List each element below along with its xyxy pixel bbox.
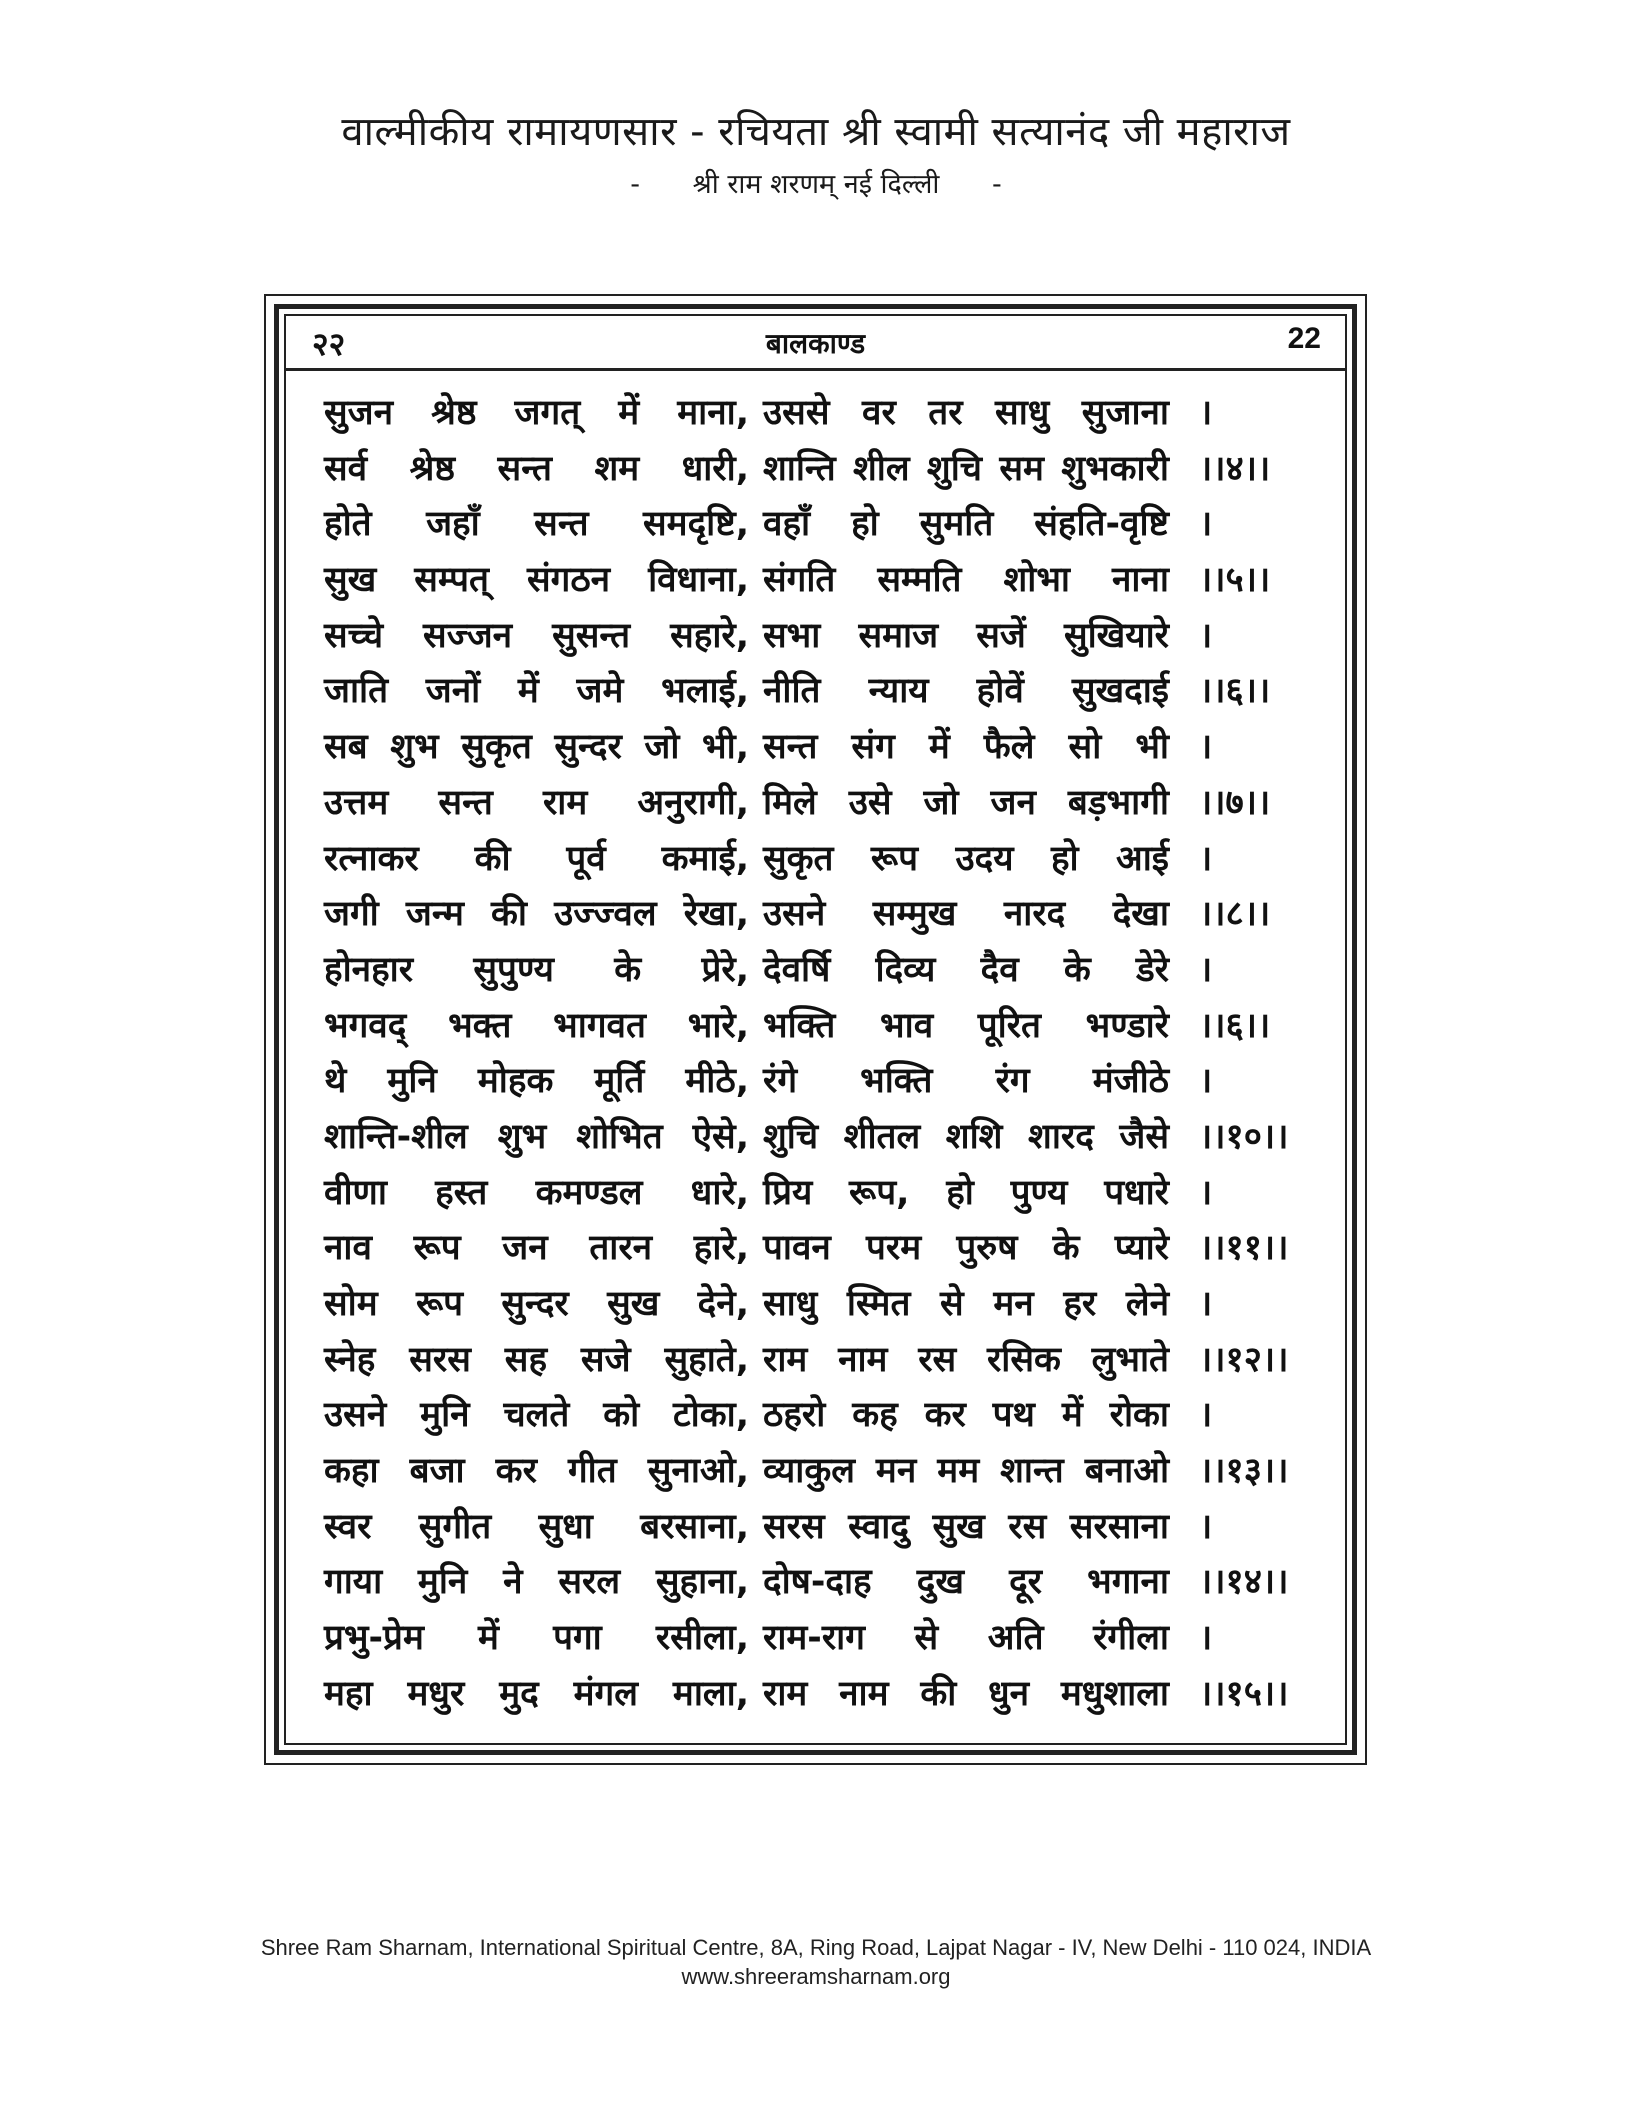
page-frame-border <box>274 304 1357 1755</box>
verse-right-half: उसने सम्मुख नारद देखा <box>763 894 1169 935</box>
verse-line <box>286 1110 1345 1166</box>
verse-line <box>286 1221 1345 1277</box>
verse-right-half: व्याकुल मन मम शान्त बनाओ <box>763 1451 1169 1492</box>
verse-line <box>286 1166 1345 1222</box>
verse-left-half: जाति जनों में जमे भलाई, <box>324 671 749 712</box>
verse-left-half: स्वर सुगीत सुधा बरसाना, <box>324 1506 749 1547</box>
verse-left-half: वीणा हस्त कमण्डल धारे, <box>324 1172 749 1213</box>
verse-right-half: सुकृत रूप उदय हो आई <box>763 838 1169 879</box>
verse-left-half: सर्व श्रेष्ठ सन्त शम धारी, <box>324 448 749 489</box>
verse-line <box>286 386 1345 442</box>
verse-number: । <box>1199 1284 1213 1324</box>
verse-right-half: भक्ति भाव पूरित भण्डारे <box>763 1005 1169 1046</box>
verse-left-half: सोम रूप सुन्दर सुख देने, <box>324 1284 749 1324</box>
verse-number: । <box>1199 1395 1213 1436</box>
verse-number: ।।११।। <box>1199 1228 1289 1269</box>
verse-number: ।।१४।। <box>1199 1562 1289 1603</box>
verse-left-half: गाया मुनि ने सरल सुहाना, <box>324 1562 749 1603</box>
verse-list <box>286 386 1345 1723</box>
verse-right-half: मिले उसे जो जन बड़भागी <box>763 782 1169 823</box>
verse-line <box>286 1388 1345 1444</box>
verse-line <box>286 1611 1345 1667</box>
verse-number: ।।६।। <box>1199 671 1271 712</box>
verse-left-half: थे मुनि मोहक मूर्ति मीठे, <box>324 1061 749 1102</box>
verse-right-half: वहाँ हो सुमति संहति-वृष्टि <box>763 504 1169 545</box>
verse-right-half: सरस स्वादु सुख रस सरसाना <box>763 1506 1169 1547</box>
subtitle-text: श्री राम शरणम् नई दिल्ली <box>692 169 940 200</box>
verse-left-half: स्नेह सरस सह सजे सुहाते, <box>324 1339 749 1380</box>
verse-right-half: राम नाम की धुन मधुशाला <box>763 1673 1169 1714</box>
verse-line <box>286 999 1345 1055</box>
verse-right-half: दोष-दाह दुख दूर भगाना <box>763 1562 1169 1603</box>
verse-left-half: जगी जन्म की उज्ज्वल रेखा, <box>324 894 749 935</box>
verse-number: । <box>1199 727 1213 768</box>
page-content-box <box>284 314 1347 1745</box>
subtitle-dash-right: - <box>991 169 1002 200</box>
verse-left-half: सब शुभ सुकृत सुन्दर जो भी, <box>324 727 749 768</box>
verse-line <box>286 1667 1345 1723</box>
verse-number: । <box>1199 949 1213 990</box>
verse-line <box>286 442 1345 498</box>
verse-number: ।।१५।। <box>1199 1673 1289 1714</box>
verse-number: ।।८।। <box>1199 894 1271 935</box>
verse-line <box>286 497 1345 553</box>
verse-number: ।।७।। <box>1199 782 1271 823</box>
verse-line <box>286 609 1345 665</box>
subtitle-dash-left: - <box>630 169 641 200</box>
verse-right-half: प्रिय रूप, हो पुण्य पधारे <box>763 1172 1169 1213</box>
verse-line <box>286 720 1345 776</box>
verse-line <box>286 1444 1345 1500</box>
verse-number: ।।१३।। <box>1199 1451 1289 1492</box>
verse-line <box>286 1333 1345 1389</box>
verse-right-half: उससे वर तर साधु सुजाना <box>763 393 1169 433</box>
page-header-bar <box>286 316 1345 371</box>
verse-number: ।।५।। <box>1199 560 1271 601</box>
verse-left-half: उसने मुनि चलते को टोका, <box>324 1395 749 1436</box>
footer-address: Shree Ram Sharnam, International Spiritual Centre, 8A, Ring Road, Lajpat Nagar - IV, New Delhi - 110 024, INDIA <box>260 1935 1372 1960</box>
verse-right-half: रंगे भक्ति रंग मंजीठे <box>763 1061 1169 1102</box>
verse-number: ।।६।। <box>1199 1005 1271 1046</box>
verse-left-half: कहा बजा कर गीत सुनाओ, <box>324 1451 749 1492</box>
verse-number: । <box>1199 504 1213 545</box>
verse-number: । <box>1199 1506 1213 1547</box>
verse-left-half: शान्ति-शील शुभ शोभित ऐसे, <box>324 1116 749 1157</box>
verse-left-half: नाव रूप जन तारन हारे, <box>324 1228 749 1269</box>
verse-left-half: होनहार सुपुण्य के प्रेरे, <box>324 949 749 990</box>
verse-line <box>286 776 1345 832</box>
verse-left-half: होते जहाँ सन्त समदृष्टि, <box>324 504 749 545</box>
verse-right-half: राम नाम रस रसिक लुभाते <box>763 1339 1169 1380</box>
verse-left-half: प्रभु-प्रेम में पगा रसीला, <box>324 1618 749 1659</box>
verse-right-half: देवर्षि दिव्य दैव के डेरे <box>763 949 1169 990</box>
verse-line <box>286 832 1345 888</box>
verse-left-half: महा मधुर मुद मंगल माला, <box>324 1673 749 1714</box>
verse-line <box>286 1054 1345 1110</box>
verse-left-half: सुजन श्रेष्ठ जगत् में माना, <box>324 393 749 433</box>
verse-right-half: ठहरो कह कर पथ में रोका <box>763 1395 1169 1436</box>
verse-number: ।।४।। <box>1199 448 1271 489</box>
verse-line <box>286 887 1345 943</box>
verse-right-half: राम-राग से अति रंगीला <box>763 1618 1169 1659</box>
document-subtitle <box>0 164 1632 201</box>
verse-number: । <box>1199 1618 1213 1659</box>
verse-right-half: नीति न्याय होवें सुखदाई <box>763 671 1169 712</box>
verse-number: ।।१०।। <box>1199 1116 1289 1157</box>
verse-line <box>286 1277 1345 1333</box>
verse-right-half: साधु स्मित से मन हर लेने <box>763 1284 1169 1324</box>
verse-left-half: रत्नाकर की पूर्व कमाई, <box>324 838 749 879</box>
document-title: वाल्मीकीय रामायणसार - रचियता श्री स्वामी सत्यानंद जी महाराज <box>341 109 1291 155</box>
verse-number: । <box>1199 838 1213 879</box>
verse-number: । <box>1199 615 1213 656</box>
verse-left-half: उत्तम सन्त राम अनुरागी, <box>324 782 749 823</box>
verse-right-half: सभा समाज सजें सुखियारे <box>763 615 1169 656</box>
verse-line <box>286 1500 1345 1556</box>
verse-number: । <box>1199 1172 1213 1213</box>
verse-line <box>286 664 1345 720</box>
page-number-latin: 22 <box>1287 322 1321 355</box>
verse-line <box>286 943 1345 999</box>
verse-right-half: शुचि शीतल शशि शारद जैसे <box>763 1116 1169 1157</box>
verse-left-half: भगवद् भक्त भागवत भारे, <box>324 1005 749 1046</box>
verse-number: ।।१२।। <box>1199 1339 1289 1380</box>
page-frame <box>264 294 1367 1765</box>
section-title: बालकाण्ड <box>765 327 866 360</box>
verse-right-half: सन्त संग में फैले सो भी <box>763 727 1169 768</box>
verse-line <box>286 553 1345 609</box>
verse-right-half: पावन परम पुरुष के प्यारे <box>763 1228 1169 1269</box>
verse-right-half: संगति सम्मति शोभा नाना <box>763 560 1169 601</box>
verse-left-half: सुख सम्पत् संगठन विधाना, <box>324 560 749 601</box>
verse-right-half: शान्ति शील शुचि सम शुभकारी <box>763 448 1169 489</box>
verse-line <box>286 1555 1345 1611</box>
page-number-devanagari: २२ <box>312 325 346 363</box>
verse-number: । <box>1199 393 1213 433</box>
verse-left-half: सच्चे सज्जन सुसन्त सहारे, <box>324 615 749 656</box>
footer-website: www.shreeramsharnam.org <box>681 1964 951 1989</box>
verse-number: । <box>1199 1061 1213 1102</box>
